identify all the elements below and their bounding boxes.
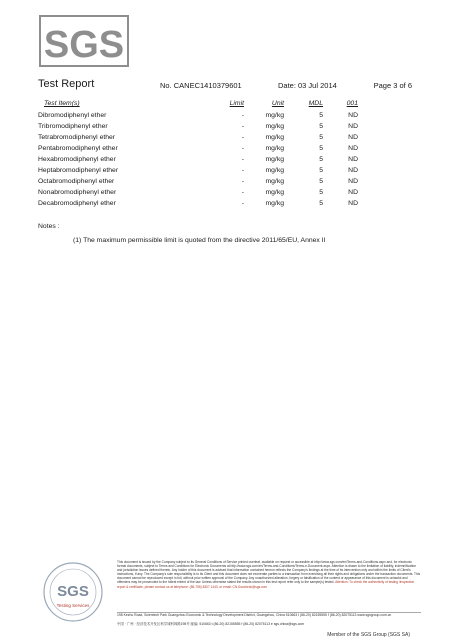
- report-number: No. CANEC1410379601: [160, 81, 242, 90]
- cell-limit: -: [241, 200, 244, 207]
- col-header-limit: Limit: [229, 100, 244, 107]
- cell-item: Tribromodiphenyl ether: [38, 123, 108, 130]
- cell-mdl: 5: [319, 123, 323, 130]
- cell-limit: -: [241, 112, 244, 119]
- table-row: [38, 198, 358, 209]
- notes-label: Notes :: [38, 223, 60, 230]
- cell-unit: mg/kg: [265, 134, 284, 141]
- cell-item: Pentabromodiphenyl ether: [38, 145, 118, 152]
- cell-mdl: 5: [319, 200, 323, 207]
- cell-unit: mg/kg: [265, 145, 284, 152]
- disclaimer-text: This document is issued by the Company subject to its General Conditions of Service printed overleaf, available on request or accessible at http://www.sgs.com/en/Terms-and-Conditions.aspx and, for electronic format documents, subject to Terms and Conditions for Electronic Documents at http://www.sgs.com/en/Terms-and-Conditions/Terms-e-Document.aspx. Attention is drawn to the limitation of liability, indemnification and jurisdiction issues defined therein. Any holder of this document is advised that information contained hereon reflects the Company's findings at the time of its intervention only and within the limits of Client's instructions, if any. The Company's sole responsibility is to its Client and this document does not exonerate parties to a transaction from exercising all their rights and obligations under the transaction documents. This document cannot be reproduced except in full, without prior written approval of the Company. Any unauthorized alteration, forgery or falsification of the content or appearance of this document is unlawful and offenders may be prosecuted to the fullest extent of the law. Unless otherwise stated the results shown in this test report refer only to the sample(s) tested.: [117, 560, 421, 585]
- table-row: [38, 121, 358, 132]
- cell-limit: -: [241, 123, 244, 130]
- cell-limit: -: [241, 145, 244, 152]
- authenticity-notice: Attention: To check the authenticity of testing /inspection report & certificate, please contact us at telephone: (86-755) 8307 1443, or email: CN.Doccheck@sgs.com: [117, 580, 415, 589]
- col-header-test-item: Test Item(s): [44, 100, 80, 107]
- cell-item: Octabromodiphenyl ether: [38, 178, 115, 185]
- cell-unit: mg/kg: [265, 189, 284, 196]
- cell-unit: mg/kg: [265, 123, 284, 130]
- cell-mdl: 5: [319, 189, 323, 196]
- address-chinese: 中国 · 广州 · 经济技术开发区科学城科珠路198号 邮编: 510663 t (86-20) 82155555 f (86-20) 82075113 e sgs.china@sgs.com: [117, 622, 305, 626]
- cell-result: ND: [348, 112, 358, 119]
- cell-limit: -: [241, 167, 244, 174]
- cell-mdl: 5: [319, 178, 323, 185]
- cell-unit: mg/kg: [265, 178, 284, 185]
- cell-unit: mg/kg: [265, 112, 284, 119]
- stamp-logo-text: SGS: [57, 583, 89, 600]
- page-number: Page 3 of 6: [373, 81, 412, 90]
- col-header-sample-001: 001: [346, 100, 358, 107]
- results-table: [38, 99, 358, 209]
- cell-item: Hexabromodiphenyl ether: [38, 156, 116, 163]
- table-row: [38, 176, 358, 187]
- col-header-mdl: MDL: [308, 100, 323, 107]
- stamp-caption: Testing Services: [56, 603, 90, 608]
- report-title: Test Report: [38, 78, 95, 90]
- cell-item: Tetrabromodiphenyl ether: [38, 134, 116, 141]
- cell-result: ND: [348, 178, 358, 185]
- cell-mdl: 5: [319, 134, 323, 141]
- cell-item: Dibromodiphenyl ether: [38, 112, 107, 119]
- table-row: [38, 165, 358, 176]
- cell-mdl: 5: [319, 112, 323, 119]
- sgs-group-membership: Member of the SGS Group (SGS SA): [327, 632, 410, 638]
- cell-unit: mg/kg: [265, 167, 284, 174]
- cell-result: ND: [348, 156, 358, 163]
- table-row: [38, 187, 358, 198]
- col-header-unit: Unit: [271, 100, 284, 107]
- note-item: (1) The maximum permissible limit is quoted from the directive 2011/65/EU, Annex II: [73, 237, 326, 244]
- cell-mdl: 5: [319, 167, 323, 174]
- sgs-stamp-seal: [34, 560, 112, 624]
- cell-result: ND: [348, 134, 358, 141]
- cell-mdl: 5: [319, 156, 323, 163]
- cell-result: ND: [348, 145, 358, 152]
- cell-item: Decabromodiphenyl ether: [38, 200, 116, 207]
- terms-disclaimer: [117, 560, 421, 589]
- cell-result: ND: [348, 167, 358, 174]
- cell-limit: -: [241, 156, 244, 163]
- cell-item: Heptabromodiphenyl ether: [38, 167, 119, 174]
- table-row: [38, 132, 358, 143]
- sgs-logo-text: SGS: [43, 24, 125, 66]
- address-english: 198 Kezhu Road, Scientech Park Guangzhou Economic & Technology Development District, Guangzhou, China 510663 t (86-20) 82155555 f (86-20) 82075113 www.sgsgroup.com.cn: [117, 613, 392, 617]
- sgs-logo: [38, 14, 130, 68]
- cell-result: ND: [348, 123, 358, 130]
- cell-unit: mg/kg: [265, 156, 284, 163]
- table-row: [38, 143, 358, 154]
- report-date: Date: 03 Jul 2014: [278, 81, 337, 90]
- cell-item: Nonabromodiphenyl ether: [38, 189, 117, 196]
- company-address: [117, 613, 421, 629]
- cell-result: ND: [348, 200, 358, 207]
- cell-limit: -: [241, 134, 244, 141]
- cell-unit: mg/kg: [265, 200, 284, 207]
- cell-limit: -: [241, 189, 244, 196]
- table-header-row: [38, 99, 358, 110]
- table-row: [38, 110, 358, 121]
- cell-result: ND: [348, 189, 358, 196]
- cell-limit: -: [241, 178, 244, 185]
- report-header: [38, 80, 412, 94]
- table-row: [38, 154, 358, 165]
- cell-mdl: 5: [319, 145, 323, 152]
